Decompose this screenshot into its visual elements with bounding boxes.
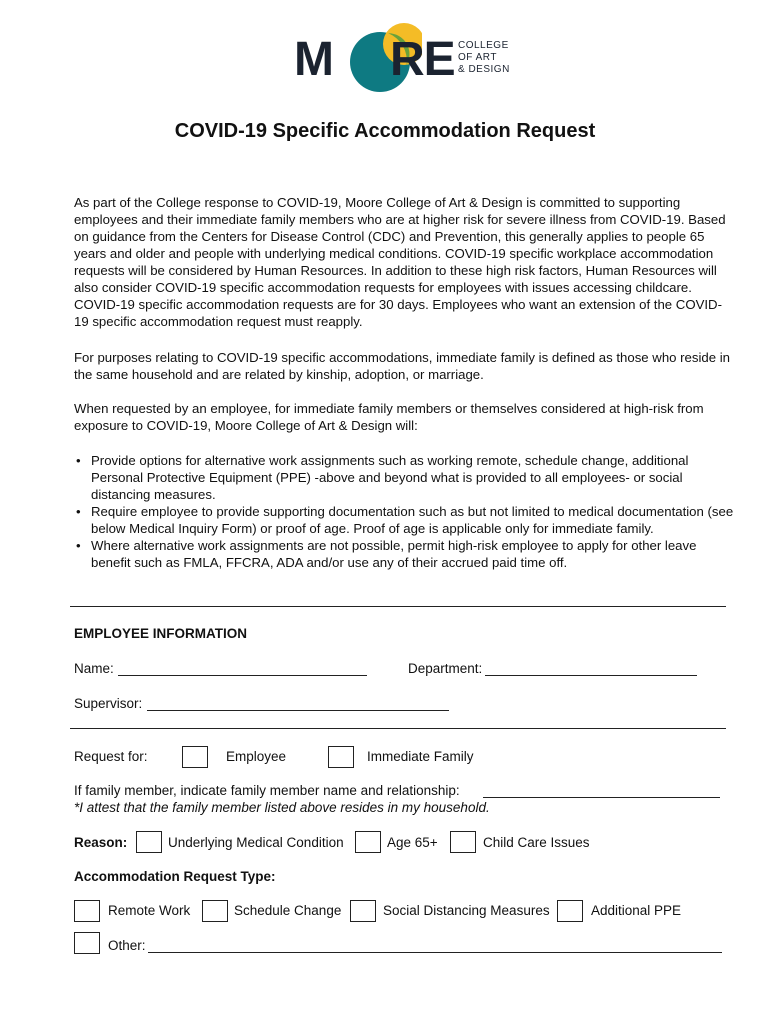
family-member-field[interactable] [483, 797, 720, 798]
intro-paragraph: As part of the College response to COVID-19, Moore College of Art & Design is committed to supporting employees and their immediate family members who are at higher risk for severe illness from COVID-19. Based on guidance from the Centers for Disease Control (CDC) and Prevention, this generally applies to people 65 years and older and people with underlying medical conditions. COVID-19 specific workplace accommodation requests will be considered by Human Resources. In addition to these high risk factors, Human Resources will also consider COVID-19 specific accommodation requests for employees with issues accessing childcare. COVID-19 specific accommodation requests are for 30 days. Employees who want an extension of the COVID-19 specific accommodation request must reapply. [74, 195, 726, 329]
remote-work-checkbox[interactable] [74, 900, 100, 922]
commitment-paragraph: When requested by an employee, for immediate family members or themselves considered at high-risk from exposure to COVID-19, Moore College of Art & Design will: [74, 401, 704, 433]
supervisor-field[interactable] [147, 710, 449, 711]
department-label: Department: [408, 661, 483, 676]
logo-wordmark-re: RE [390, 33, 455, 86]
request-for-label: Request for: [74, 749, 148, 764]
list-item: • Require employee to provide supporting documentation such as but not limited to medical documentation (see below Medical Inquiry Form) or proof of age. Proof of age is applicable only for immediate family. [74, 503, 734, 537]
name-label: Name: [74, 661, 114, 676]
reason-label: Reason: [74, 835, 128, 850]
employee-option-label: Employee [226, 749, 287, 764]
age-65-checkbox[interactable] [355, 831, 381, 853]
immediate-family-option-label: Immediate Family [367, 749, 474, 764]
family-member-label: If family member, indicate family member name and relationship: [74, 783, 460, 798]
attest-statement: *I attest that the family member listed above resides in my household. [74, 800, 490, 815]
logo-sub-line: OF ART [458, 52, 497, 63]
medical-condition-label: Underlying Medical Condition [168, 835, 344, 850]
supervisor-label: Supervisor: [74, 696, 143, 711]
schedule-change-checkbox[interactable] [202, 900, 228, 922]
other-checkbox[interactable] [74, 932, 100, 954]
name-field[interactable] [118, 675, 367, 676]
page-title: COVID-19 Specific Accommodation Request [174, 120, 596, 142]
logo-sub-line: COLLEGE [458, 40, 509, 51]
employee-info-heading: EMPLOYEE INFORMATION [74, 626, 248, 641]
medical-condition-checkbox[interactable] [136, 831, 162, 853]
logo-wordmark-m: M [294, 33, 333, 86]
child-care-label: Child Care Issues [483, 835, 590, 850]
section-divider [70, 728, 726, 729]
logo-subtitle [458, 40, 510, 76]
logo-sub-line: & DESIGN [458, 64, 510, 75]
additional-ppe-checkbox[interactable] [557, 900, 583, 922]
age-65-label: Age 65+ [387, 835, 438, 850]
child-care-checkbox[interactable] [450, 831, 476, 853]
remote-work-label: Remote Work [108, 903, 191, 918]
other-field[interactable] [148, 952, 722, 953]
employee-checkbox[interactable] [182, 746, 208, 768]
section-divider [70, 606, 726, 607]
accommodation-type-heading: Accommodation Request Type: [74, 869, 276, 884]
family-definition-paragraph: For purposes relating to COVID-19 specific accommodations, immediate family is defined as those who reside in the same household and are related by kinship, adoption, or marriage. [74, 350, 731, 382]
list-item: • Where alternative work assignments are not possible, permit high-risk employee to apply for other leave benefit such as FMLA, FFCRA, ADA and/or use any of their accrued paid time off. [74, 537, 734, 571]
commitment-list [74, 452, 734, 571]
other-label: Other: [108, 938, 146, 953]
college-logo [292, 22, 522, 96]
additional-ppe-label: Additional PPE [591, 903, 682, 918]
immediate-family-checkbox[interactable] [328, 746, 354, 768]
schedule-change-label: Schedule Change [234, 903, 342, 918]
social-distancing-checkbox[interactable] [350, 900, 376, 922]
department-field[interactable] [485, 675, 697, 676]
social-distancing-label: Social Distancing Measures [383, 903, 550, 918]
list-item: • Provide options for alternative work assignments such as working remote, schedule change, additional Personal Protective Equipment (PPE) -above and beyond what is provided to all employees- or social distancing measures. [74, 452, 734, 503]
